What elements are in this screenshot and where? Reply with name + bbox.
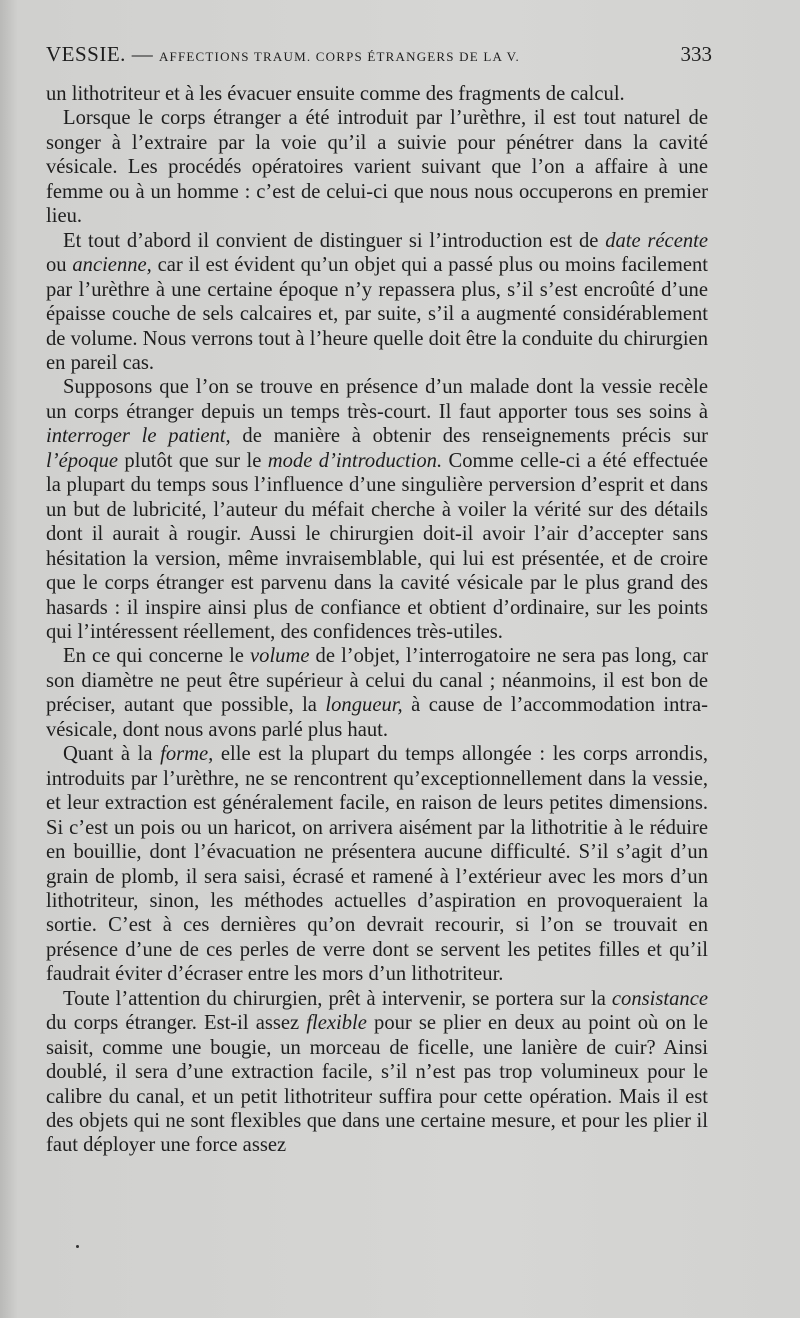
italic-text: date récente [605, 229, 708, 252]
paragraph [46, 82, 708, 106]
italic-text: l’époque [46, 449, 119, 472]
text-run: un lithotriteur et à les évacuer ensuite comme des fragments de calcul. [46, 83, 625, 105]
header-dash: — [131, 42, 154, 66]
ink-mark [76, 1245, 79, 1248]
header-section: VESSIE. [46, 42, 126, 66]
body-text [46, 82, 708, 1158]
text-run: car il est évident qu’un objet qui a passé plus ou moins facilement par l’urèthre à une certaine époque n’y repassera plus, s’il s’est encroûté d’une épaisse couche de sels calcaires et, par suite, s’il a augmenté considérablement de volume. Nous verrons tout à l’heure quelle doit être la conduite du chirurgien en pareil cas. [46, 254, 708, 374]
text-run: ou [46, 254, 73, 277]
text-run: Supposons que l’on se trouve en présence d’un malade dont la vessie recèle un corps étranger depuis un temps très-court. Il faut apporter tous ses soins à [46, 376, 708, 423]
text-run: de manière à obtenir des renseignements précis sur [230, 425, 708, 448]
paragraph [46, 742, 708, 987]
italic-text: forme, [160, 743, 214, 766]
italic-text: ancienne, [72, 254, 152, 277]
paragraph [46, 106, 708, 228]
text-run: de l’objet, l’interrogatoire ne sera pas long, car son diamètre ne peut être supérieur à celui du canal ; néanmoins, il est bon de préciser, autant que possible, la [46, 645, 708, 717]
text-run: à cause de l’accommodation intra-vésicale, dont nous avons parlé plus haut. [46, 694, 708, 741]
running-header [46, 42, 712, 82]
paragraph [46, 229, 708, 376]
paragraph [46, 987, 708, 1158]
text-run: elle est la plupart du temps allongée : les corps arrondis, introduits par l’urèthre, ne se rencontrent qu’exceptionnellement dans la vessie, et leur extraction est généralement facile, en raison de leurs petites dimensions. Si c’est un pois ou un haricot, on arrivera aisément par la lithotritie à le réduire en bouillie, dont l’évacuation ne présentera aucune difficulté. S’il s’agit d’un grain de plomb, il sera saisi, écrasé et ramené à l’extérieur avec les mors d’un lithotriteur, sinon, les méthodes actuelles d’aspiration en provoqueraient la sortie. C’est à ces dernières qu’on devrait recourir, si l’on se trouvait en présence d’une de ces perles de verre dont se servent les petites filles et qu’il faudrait éviter d’écraser entre les mors d’un lithotriteur. [46, 743, 708, 986]
italic-text: interroger le patient, [46, 425, 231, 448]
italic-text: flexible [306, 1012, 367, 1035]
text-run: Lorsque le corps étranger a été introduit par l’urèthre, il est tout naturel de songer à l’extraire par la voie qu’il a suivie pour pénétrer dans la cavité vésicale. Les procédés opératoires varient suivant que l’on a affaire à une femme ou à un homme : c’est de celui-ci que nous nous occuperons en premier lieu. [46, 107, 708, 228]
paragraph [46, 644, 708, 742]
text-run: Toute l’attention du chirurgien, prêt à intervenir, se portera sur la [63, 987, 612, 1010]
text-run: plutôt que sur le [118, 449, 268, 472]
paragraph [46, 375, 708, 644]
italic-text: mode d’introduction. [267, 449, 443, 472]
italic-text: volume [250, 645, 310, 668]
italic-text: consistance [611, 987, 708, 1010]
header-running-title: AFFECTIONS TRAUM. CORPS ÉTRANGERS DE LA V. [158, 49, 520, 64]
text-run: pour se plier en deux au point où on le saisit, comme une bougie, un morceau de ficelle, une lanière de cuir? Ainsi doublé, il sera d’une extraction facile, s’il n’est pas trop volumineux pour le calibre du canal, et un petit lithotriteur suffira pour cette opération. Mais il est des objets qui ne sont flexibles que dans une certaine mesure, et pour les plier il faut déployer une force assez [46, 1012, 708, 1157]
running-title [46, 42, 520, 67]
text-run: du corps étranger. Est-il assez [46, 1012, 307, 1035]
text-run: Et tout d’abord il convient de distinguer si l’introduction est de [63, 229, 606, 252]
text-run: En ce qui concerne le [63, 645, 251, 668]
page-number: 333 [680, 42, 712, 66]
text-run: Quant à la [63, 743, 161, 766]
text-run: Comme celle-ci a été effectuée la plupart du temps sous l’influence d’une singulière perversion d’esprit et dans un but de lubricité, l’auteur du méfait cherche à voiler la vérité sur des détails dont il aurait à rougir. Aussi le chirurgien doit-il avoir l’air d’accepter sans hésitation la version, même invraisemblable, qui lui est présentée, et de croire que le corps étranger est parvenu dans la cavité vésicale par le plus grand des hasards : il inspire ainsi plus de confiance et obtient d’ordinaire, sur les points qui l’intéressent réellement, des confidences très-utiles. [46, 449, 708, 643]
italic-text: longueur, [325, 694, 403, 717]
